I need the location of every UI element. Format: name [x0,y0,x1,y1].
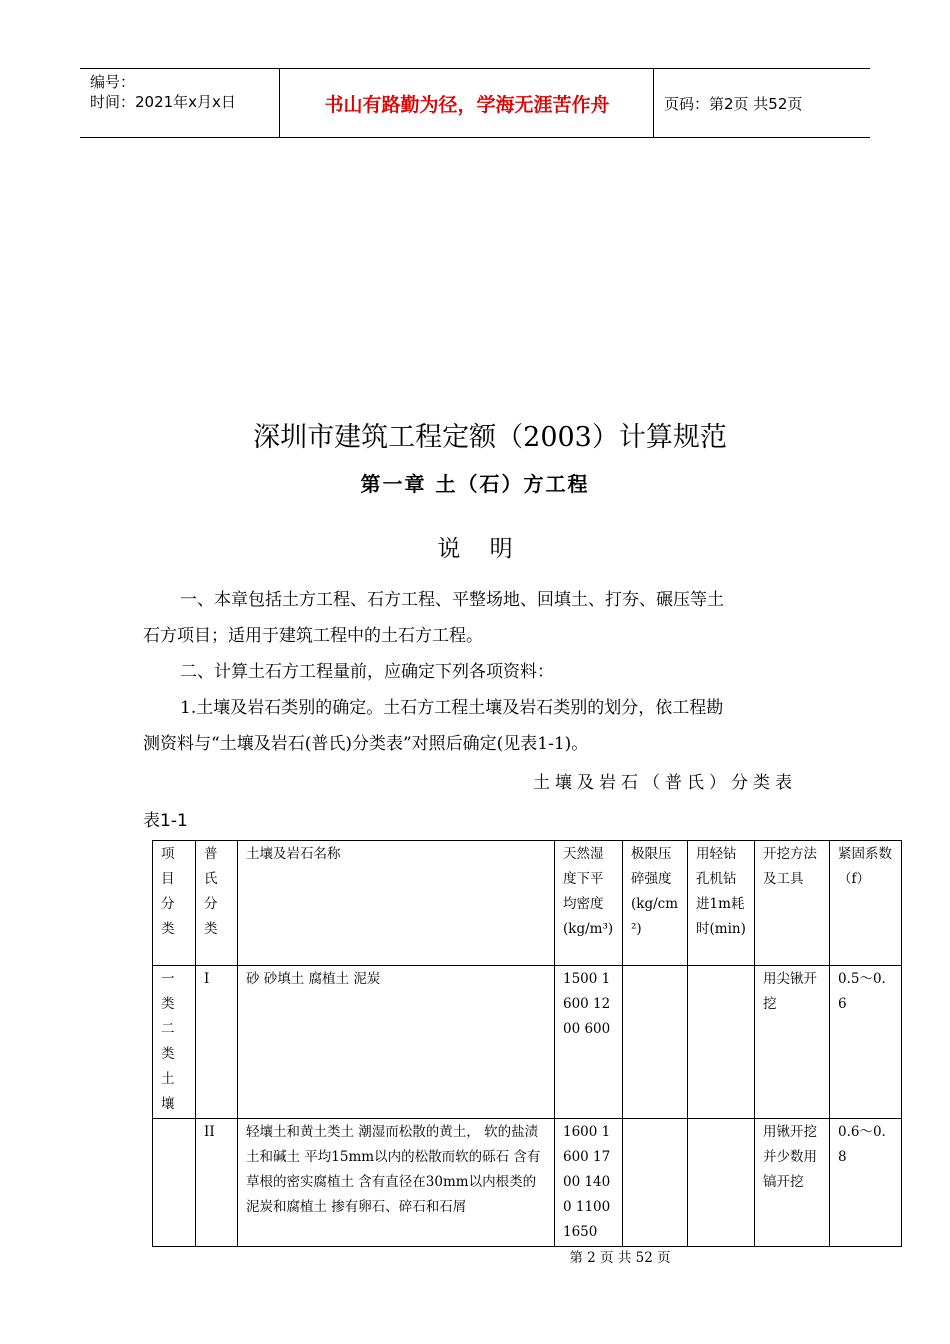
soil-rock-classification-table [152,840,902,1247]
header-motto: 书山有路勤为径，学海无涯苦作舟 [281,69,654,137]
table-caption: 土壤及岩石（普氏）分类表 [533,773,797,793]
table-cell: 1500 1600 1200 600 [555,966,623,1119]
chapter-title: 第一章 土（石）方工程 [360,472,590,496]
table-cell [688,966,755,1119]
header-cell: 紧固系数（f） [830,841,902,966]
table-cell: 砂 砂填土 腐植土 泥炭 [238,966,555,1119]
document-title: 深圳市建筑工程定额（2003）计算规范 [253,422,727,453]
table-cell [623,1119,688,1247]
table-cell: 轻壤土和黄土类土 潮湿而松散的黄土， 软的盐渍土和碱土 平均15mm以内的松散而软的砾石 含有草根的密实腐植土 含有直径在30mm以内根类的泥炭和腐植土 掺有卵石、碎石和石屑 [238,1119,555,1247]
header-cell: 普氏分类 [196,841,238,966]
header-cell: 极限压碎强度(kg/cm²) [623,841,688,966]
table-cell [153,1119,196,1247]
table-row [153,966,902,1119]
table-row [153,1119,902,1247]
table-cell [688,1119,755,1247]
table-cell: 0.6～0.8 [830,1119,902,1247]
page-header [80,68,870,138]
time-label: 时间：2021年x月x日 [90,93,236,111]
table-cell: 0.5～0.6 [830,966,902,1119]
table-cell: II [196,1119,238,1247]
paragraph-line: 测资料与“土壤及岩石(普氏)分类表”对照后确定(见表1-1)。 [143,734,589,754]
header-page-info: 页码：第2页 共52页 [664,94,803,113]
table-number: 表1-1 [143,811,188,831]
page-footer: 第 2 页 共 52 页 [569,1250,671,1266]
header-cell: 项目分类 [153,841,196,966]
header-cell: 用轻钻孔机钻进1m耗时(min) [688,841,755,966]
table-cell: 一类二类土壤 [153,966,196,1119]
section-title: 说 明 [437,536,513,562]
table-cell: I [196,966,238,1119]
paragraph-line: 一、本章包括土方工程、石方工程、平整场地、回填土、打夯、碾压等土 [180,590,724,610]
header-cell: 土壤及岩石名称 [238,841,555,966]
table-cell: 用尖锹开挖 [755,966,830,1119]
table-cell: 1600 1600 1700 1400 1100 1650 [555,1119,623,1247]
paragraph-line: 二、计算土石方工程量前，应确定下列各项资料： [180,662,554,682]
table-cell [623,966,688,1119]
header-meta-cell [80,69,280,137]
paragraph-line: 1.土壤及岩石类别的确定。土石方工程土壤及岩石类别的划分，依工程勘 [180,698,724,718]
number-label: 编号： [90,73,136,91]
header-cell: 开挖方法及工具 [755,841,830,966]
table-header-row [153,841,902,966]
header-cell: 天然湿度下平均密度(kg/m³) [555,841,623,966]
paragraph-line: 石方项目；适用于建筑工程中的土石方工程。 [143,626,483,646]
table-cell: 用锹开挖并少数用镐开挖 [755,1119,830,1247]
